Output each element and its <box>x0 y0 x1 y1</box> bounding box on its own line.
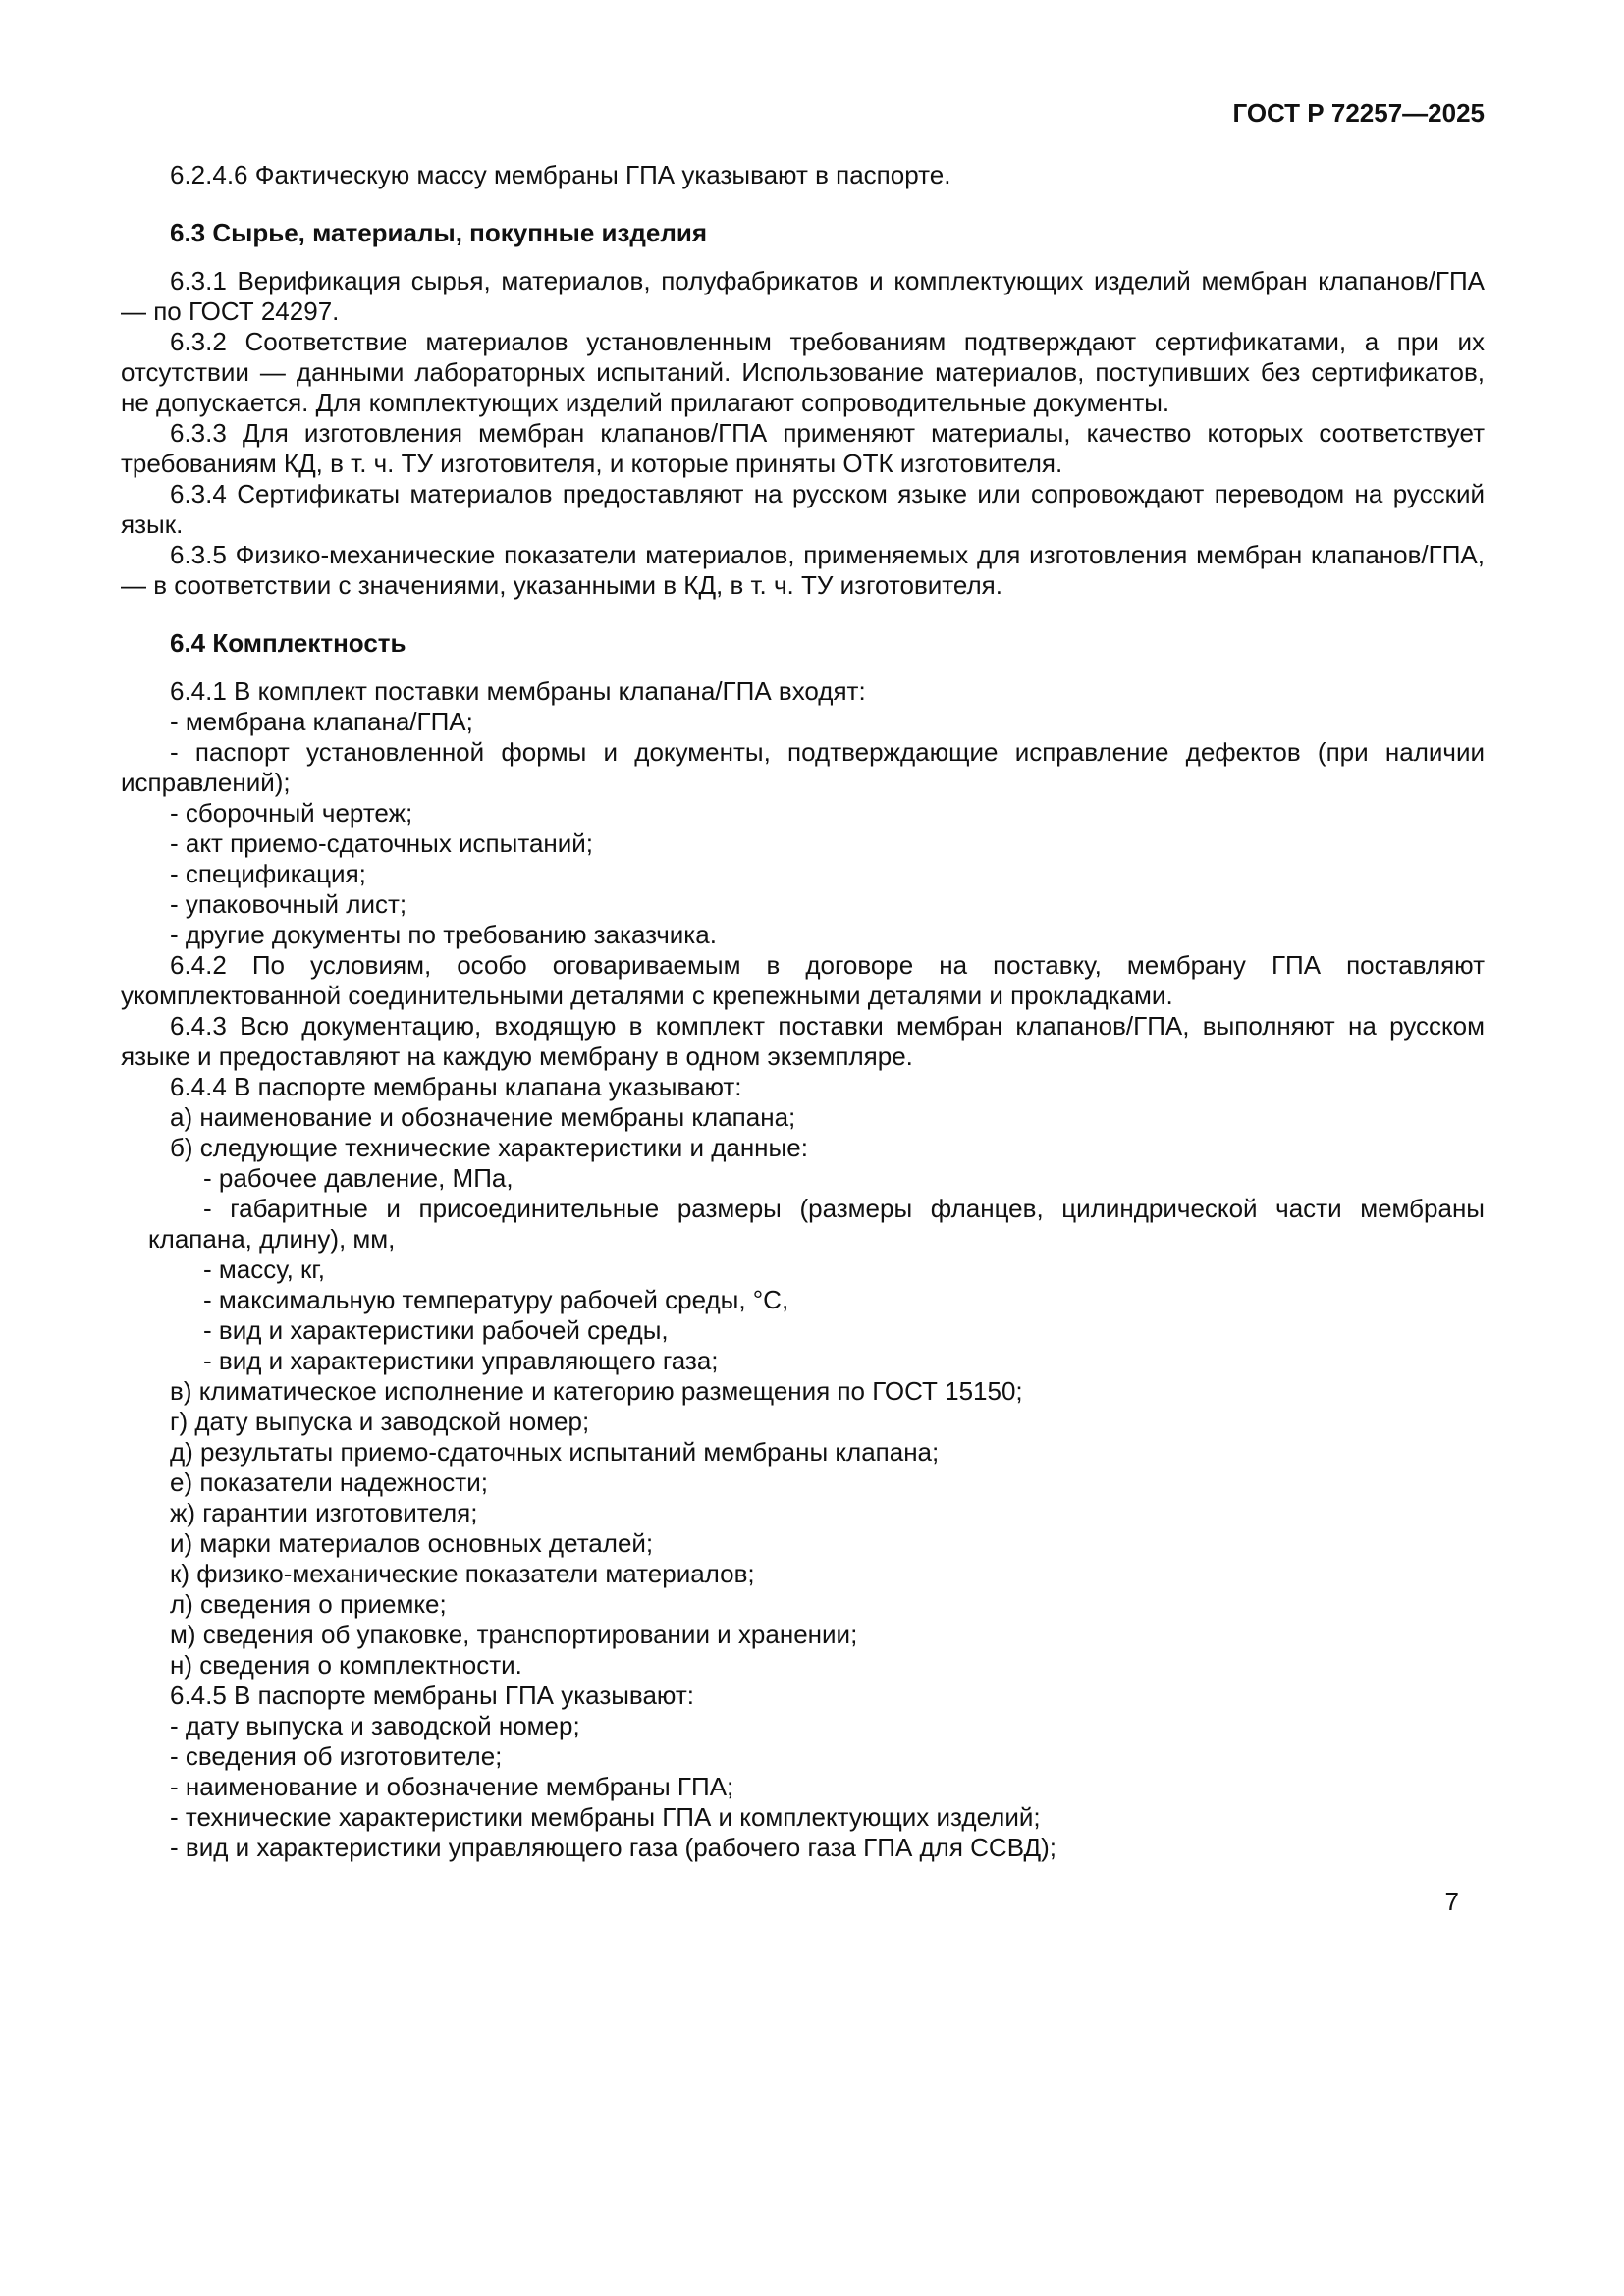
sub-list-item: - вид и характеристики рабочей среды, <box>203 1315 669 1345</box>
paragraph: - вид и характеристики управляющего газа (рабочего газа ГПА для ССВД); <box>170 1833 1056 1862</box>
doc-number-header: ГОСТ Р 72257—2025 <box>1232 98 1485 128</box>
paragraph: в) климатическое исполнение и категорию размещения по ГОСТ 15150; <box>170 1376 1023 1406</box>
document-content <box>121 160 1485 1863</box>
paragraph: - мембрана клапана/ГПА; <box>170 707 473 736</box>
paragraph: 6.4.4 В паспорте мембраны клапана указывают: <box>170 1072 742 1101</box>
paragraph: - спецификация; <box>170 859 366 888</box>
paragraph: л) сведения о приемке; <box>170 1589 447 1619</box>
paragraph: б) следующие технические характеристики и данные: <box>170 1133 808 1162</box>
paragraph: - технические характеристики мембраны ГПА и комплектующих изделий; <box>170 1802 1041 1832</box>
sub-list-item: - максимальную температуру рабочей среды, °С, <box>203 1285 789 1314</box>
paragraph: 6.4.5 В паспорте мембраны ГПА указывают: <box>170 1681 694 1710</box>
paragraph: 6.3.5 Физико-механические показатели материалов, применяемых для изготовления мембран клапанов/ГПА, — в соответствии с значениями, указанными в КД, в т. ч. ТУ изготовителя. <box>121 540 1485 600</box>
paragraph: - акт приемо-сдаточных испытаний; <box>170 828 594 858</box>
sub-list-item: - габаритные и присоединительные размеры (размеры фланцев, цилиндрической части мембраны клапана, длину), мм, <box>148 1194 1485 1254</box>
paragraph: 6.4.3 Всю документацию, входящую в комплект поставки мембран клапанов/ГПА, выполняют на русском языке и предоставляют на каждую мембрану в одном экземпляре. <box>121 1011 1485 1071</box>
paragraph: - дату выпуска и заводской номер; <box>170 1711 580 1740</box>
paragraph: 6.4.1 В комплект поставки мембраны клапана/ГПА входят: <box>170 676 866 706</box>
paragraph: 6.3.4 Сертификаты материалов предоставляют на русском языке или сопровождают переводом на русский язык. <box>121 479 1485 539</box>
paragraph: 6.2.4.6 Фактическую массу мембраны ГПА указывают в паспорте. <box>170 160 951 189</box>
paragraph: а) наименование и обозначение мембраны клапана; <box>170 1102 796 1132</box>
paragraph: - наименование и обозначение мембраны ГПА; <box>170 1772 734 1801</box>
paragraph: д) результаты приемо-сдаточных испытаний мембраны клапана; <box>170 1437 940 1467</box>
paragraph: ж) гарантии изготовителя; <box>170 1498 478 1527</box>
paragraph: - сборочный чертеж; <box>170 798 413 828</box>
paragraph: - сведения об изготовителе; <box>170 1741 503 1771</box>
paragraph: е) показатели надежности; <box>170 1468 488 1497</box>
paragraph: и) марки материалов основных деталей; <box>170 1528 654 1558</box>
paragraph: 6.3.1 Верификация сырья, материалов, полуфабрикатов и комплектующих изделий мембран клапанов/ГПА — по ГОСТ 24297. <box>121 266 1485 326</box>
section-heading: 6.4 Комплектность <box>170 628 406 658</box>
paragraph: - упаковочный лист; <box>170 889 407 919</box>
sub-list-item: - вид и характеристики управляющего газа; <box>203 1346 719 1375</box>
paragraph: 6.4.2 По условиям, особо оговариваемым в договоре на поставку, мембрану ГПА поставляют укомплектованной соединительными деталями с крепежными деталями и прокладками. <box>121 950 1485 1010</box>
paragraph: г) дату выпуска и заводской номер; <box>170 1407 590 1436</box>
sub-list-item: - рабочее давление, МПа, <box>203 1163 514 1193</box>
paragraph: к) физико-механические показатели материалов; <box>170 1559 755 1588</box>
paragraph: н) сведения о комплектности. <box>170 1650 522 1680</box>
page-number: 7 <box>1444 1887 1459 1916</box>
section-heading: 6.3 Сырье, материалы, покупные изделия <box>170 218 708 247</box>
paragraph: 6.3.3 Для изготовления мембран клапанов/ГПА применяют материалы, качество которых соответствует требованиям КД, в т. ч. ТУ изготовителя, и которые приняты ОТК изготовителя. <box>121 418 1485 478</box>
paragraph: 6.3.2 Соответствие материалов установленным требованиям подтверждают сертификатами, а при их отсутствии — данными лабораторных испытаний. Использование материалов, поступивших без сертификатов, не допускается. Для комплектующих изделий прилагают сопроводительные документы. <box>121 327 1485 417</box>
paragraph: м) сведения об упаковке, транспортировании и хранении; <box>170 1620 858 1649</box>
sub-list-item: - массу, кг, <box>203 1255 325 1284</box>
paragraph: - паспорт установленной формы и документы, подтверждающие исправление дефектов (при наличии исправлений); <box>121 737 1485 797</box>
paragraph: - другие документы по требованию заказчика. <box>170 920 717 949</box>
